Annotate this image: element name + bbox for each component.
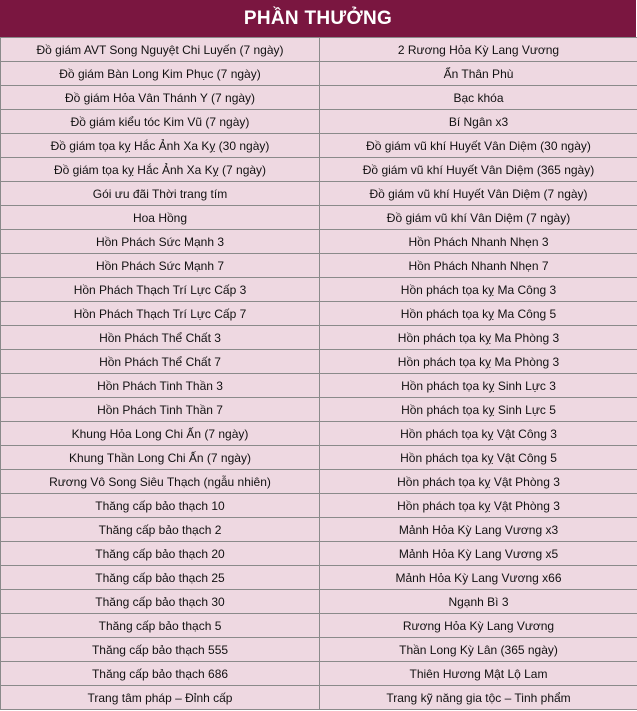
reward-cell-left: Rương Vô Song Siêu Thạch (ngẫu nhiên) <box>1 470 320 494</box>
table-row <box>1 62 637 86</box>
reward-cell-right: Hồn phách tọa kỵ Ma Phòng 3 <box>320 350 637 374</box>
reward-cell-right: Đồ giám vũ khí Huyết Vân Diệm (30 ngày) <box>320 134 637 158</box>
reward-cell-left: Đồ giám kiểu tóc Kim Vũ (7 ngày) <box>1 110 320 134</box>
page-title: PHẦN THƯỞNG <box>0 0 636 37</box>
reward-cell-right: Hồn phách tọa kỵ Vật Công 3 <box>320 422 637 446</box>
table-row <box>1 134 637 158</box>
table-row <box>1 110 637 134</box>
reward-cell-left: Thăng cấp bảo thạch 555 <box>1 638 320 662</box>
table-row <box>1 398 637 422</box>
reward-cell-left: Khung Thần Long Chi Ấn (7 ngày) <box>1 446 320 470</box>
reward-cell-right: Mảnh Hỏa Kỳ Lang Vương x66 <box>320 566 637 590</box>
reward-cell-right: Ngạnh Bì 3 <box>320 590 637 614</box>
table-row <box>1 470 637 494</box>
table-row <box>1 542 637 566</box>
reward-cell-left: Hồn Phách Sức Mạnh 3 <box>1 230 320 254</box>
table-row <box>1 638 637 662</box>
table-row <box>1 326 637 350</box>
reward-cell-right: Trang kỹ năng gia tộc – Tinh phẩm <box>320 686 637 710</box>
table-row <box>1 278 637 302</box>
reward-cell-right: Bạc khóa <box>320 86 637 110</box>
reward-cell-right: Đồ giám vũ khí Huyết Vân Diệm (365 ngày) <box>320 158 637 182</box>
table-row <box>1 566 637 590</box>
reward-cell-right: 2 Rương Hỏa Kỳ Lang Vương <box>320 38 637 62</box>
reward-cell-left: Đồ giám tọa kỵ Hắc Ảnh Xa Kỵ (30 ngày) <box>1 134 320 158</box>
reward-cell-left: Đồ giám tọa kỵ Hắc Ảnh Xa Kỵ (7 ngày) <box>1 158 320 182</box>
reward-cell-right: Thiên Hương Mật Lộ Lam <box>320 662 637 686</box>
table-row <box>1 350 637 374</box>
reward-cell-right: Hồn Phách Nhanh Nhẹn 7 <box>320 254 637 278</box>
reward-cell-left: Thăng cấp bảo thạch 30 <box>1 590 320 614</box>
reward-cell-right: Hồn phách tọa kỵ Sinh Lực 3 <box>320 374 637 398</box>
reward-cell-left: Hồn Phách Tinh Thần 7 <box>1 398 320 422</box>
reward-cell-right: Hồn phách tọa kỵ Ma Công 3 <box>320 278 637 302</box>
reward-cell-left: Hồn Phách Thể Chất 7 <box>1 350 320 374</box>
table-row <box>1 86 637 110</box>
table-row <box>1 254 637 278</box>
reward-cell-left: Thăng cấp bảo thạch 25 <box>1 566 320 590</box>
reward-cell-left: Đồ giám Hỏa Vân Thánh Y (7 ngày) <box>1 86 320 110</box>
table-row <box>1 422 637 446</box>
table-row <box>1 494 637 518</box>
table-row <box>1 614 637 638</box>
table-row <box>1 590 637 614</box>
table-row <box>1 302 637 326</box>
reward-cell-right: Bí Ngân x3 <box>320 110 637 134</box>
reward-cell-right: Mảnh Hỏa Kỳ Lang Vương x3 <box>320 518 637 542</box>
reward-cell-left: Gói ưu đãi Thời trang tím <box>1 182 320 206</box>
table-row <box>1 182 637 206</box>
reward-cell-right: Đồ giám vũ khí Huyết Vân Diệm (7 ngày) <box>320 182 637 206</box>
reward-cell-left: Hồn Phách Sức Mạnh 7 <box>1 254 320 278</box>
table-row <box>1 686 637 710</box>
reward-cell-left: Thăng cấp bảo thạch 10 <box>1 494 320 518</box>
table-row <box>1 374 637 398</box>
table-row <box>1 206 637 230</box>
reward-cell-right: Hồn phách tọa kỵ Sinh Lực 5 <box>320 398 637 422</box>
reward-cell-right: Hồn phách tọa kỵ Vật Phòng 3 <box>320 470 637 494</box>
table-row <box>1 518 637 542</box>
reward-cell-left: Hồn Phách Thể Chất 3 <box>1 326 320 350</box>
table-row <box>1 230 637 254</box>
reward-cell-left: Trang tâm pháp – Đỉnh cấp <box>1 686 320 710</box>
reward-cell-right: Đồ giám vũ khí Vân Diệm (7 ngày) <box>320 206 637 230</box>
reward-cell-left: Thăng cấp bảo thạch 5 <box>1 614 320 638</box>
table-row <box>1 662 637 686</box>
reward-cell-left: Hồn Phách Thạch Trí Lực Cấp 3 <box>1 278 320 302</box>
table-row <box>1 158 637 182</box>
reward-cell-left: Khung Hỏa Long Chi Ấn (7 ngày) <box>1 422 320 446</box>
reward-cell-left: Thăng cấp bảo thạch 686 <box>1 662 320 686</box>
reward-cell-left: Hoa Hồng <box>1 206 320 230</box>
reward-cell-left: Thăng cấp bảo thạch 20 <box>1 542 320 566</box>
reward-cell-left: Đồ giám Bàn Long Kim Phục (7 ngày) <box>1 62 320 86</box>
reward-cell-right: Hồn phách tọa kỵ Vật Công 5 <box>320 446 637 470</box>
reward-cell-right: Mảnh Hỏa Kỳ Lang Vương x5 <box>320 542 637 566</box>
table-row <box>1 446 637 470</box>
reward-cell-right: Hồn phách tọa kỵ Ma Công 5 <box>320 302 637 326</box>
reward-cell-right: Hồn phách tọa kỵ Vật Phòng 3 <box>320 494 637 518</box>
table-row <box>1 38 637 62</box>
reward-cell-right: Ẩn Thân Phù <box>320 62 637 86</box>
reward-cell-right: Hồn phách tọa kỵ Ma Phòng 3 <box>320 326 637 350</box>
reward-cell-right: Rương Hỏa Kỳ Lang Vương <box>320 614 637 638</box>
reward-cell-left: Hồn Phách Tinh Thần 3 <box>1 374 320 398</box>
reward-cell-right: Thần Long Kỳ Lân (365 ngày) <box>320 638 637 662</box>
reward-table <box>0 37 637 710</box>
reward-cell-left: Hồn Phách Thạch Trí Lực Cấp 7 <box>1 302 320 326</box>
reward-table-body <box>1 38 637 710</box>
reward-cell-right: Hồn Phách Nhanh Nhẹn 3 <box>320 230 637 254</box>
reward-cell-left: Thăng cấp bảo thạch 2 <box>1 518 320 542</box>
reward-cell-left: Đồ giám AVT Song Nguyệt Chi Luyến (7 ngày) <box>1 38 320 62</box>
